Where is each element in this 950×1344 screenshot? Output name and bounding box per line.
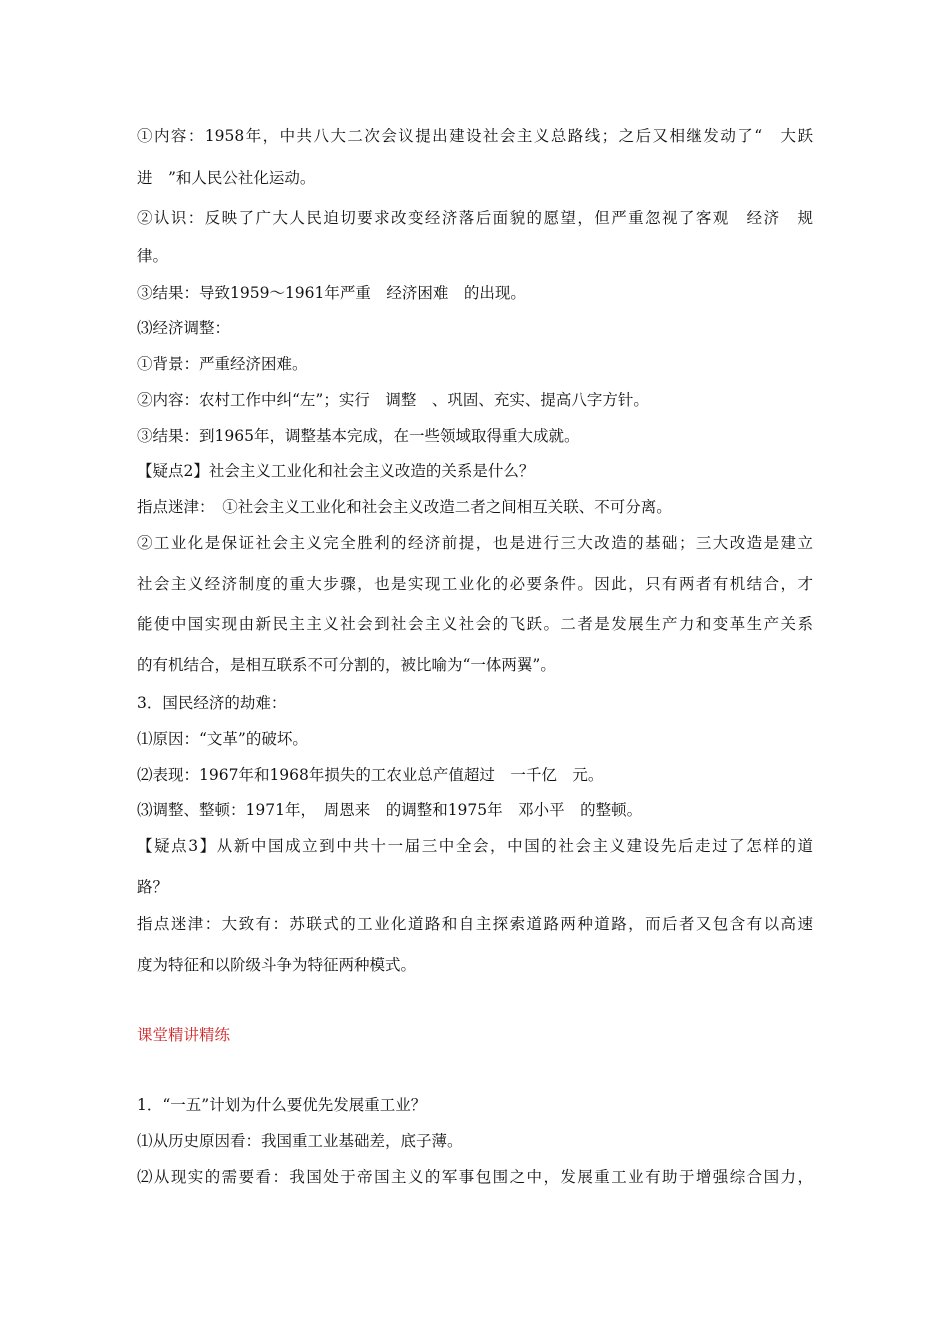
text-line: 社会主义经济制度的重大步骤，也是实现工业化的必要条件。因此，只有两者有机结合，才: [137, 575, 813, 593]
text-line: ⑵从现实的需要看：我国处于帝国主义的军事包围之中，发展重工业有助于增强综合国力，: [137, 1168, 813, 1186]
text-line: ⑴原因：“文革”的破坏。: [137, 730, 308, 748]
text-line: 能使中国实现由新民主主义社会到社会主义社会的飞跃。二者是发展生产力和变革生产关系: [137, 615, 813, 633]
text-line: 律。: [137, 247, 169, 265]
text-line: ③结果：导致1959～1961年严重 经济困难 的出现。: [137, 284, 526, 302]
text-line: ⑶调整、整顿：1971年， 周恩来 的调整和1975年 邓小平 的整顿。: [137, 801, 643, 819]
text-line: ⑴从历史原因看：我国重工业基础差，底子薄。: [137, 1132, 463, 1150]
text-line: 指点迷津： ①社会主义工业化和社会主义改造二者之间相互关联、不可分离。: [137, 498, 672, 516]
text-line: ②认识：反映了广大人民迫切要求改变经济落后面貌的愿望，但严重忽视了客观 经济 规: [137, 209, 813, 227]
text-line: ①背景：严重经济困难。: [137, 355, 308, 373]
text-line: ①内容：1958年，中共八大二次会议提出建设社会主义总路线；之后又相继发动了“ 大跃: [137, 127, 813, 145]
section-title: 课堂精讲精练: [137, 1026, 231, 1044]
text-line: 3．国民经济的劫难：: [137, 694, 287, 712]
text-line: ③结果：到1965年，调整基本完成，在一些领域取得重大成就。: [137, 427, 580, 445]
text-line: ⑶经济调整：: [137, 319, 231, 337]
text-line: 进 ”和人民公社化运动。: [137, 169, 316, 187]
text-line: 路？: [137, 878, 169, 896]
text-line: ⑵表现：1967年和1968年损失的工农业总产值超过 一千亿 元。: [137, 766, 604, 784]
text-line: 的有机结合，是相互联系不可分割的，被比喻为“一体两翼”。: [137, 656, 556, 674]
text-line: 度为特征和以阶级斗争为特征两种模式。: [137, 956, 417, 974]
text-line: ②工业化是保证社会主义完全胜利的经济前提，也是进行三大改造的基础；三大改造是建立: [137, 534, 813, 552]
question-heading: 【疑点2】社会主义工业化和社会主义改造的关系是什么？: [137, 462, 535, 480]
text-line: 1．“一五”计划为什么要优先发展重工业？: [137, 1096, 427, 1114]
question-heading: 【疑点3】从新中国成立到中共十一届三中全会，中国的社会主义建设先后走过了怎样的道: [137, 837, 813, 855]
text-line: 指点迷津：大致有：苏联式的工业化道路和自主探索道路两种道路，而后者又包含有以高速: [137, 915, 813, 933]
text-line: ②内容：农村工作中纠“左”；实行 调整 、巩固、充实、提高八字方针。: [137, 391, 649, 409]
